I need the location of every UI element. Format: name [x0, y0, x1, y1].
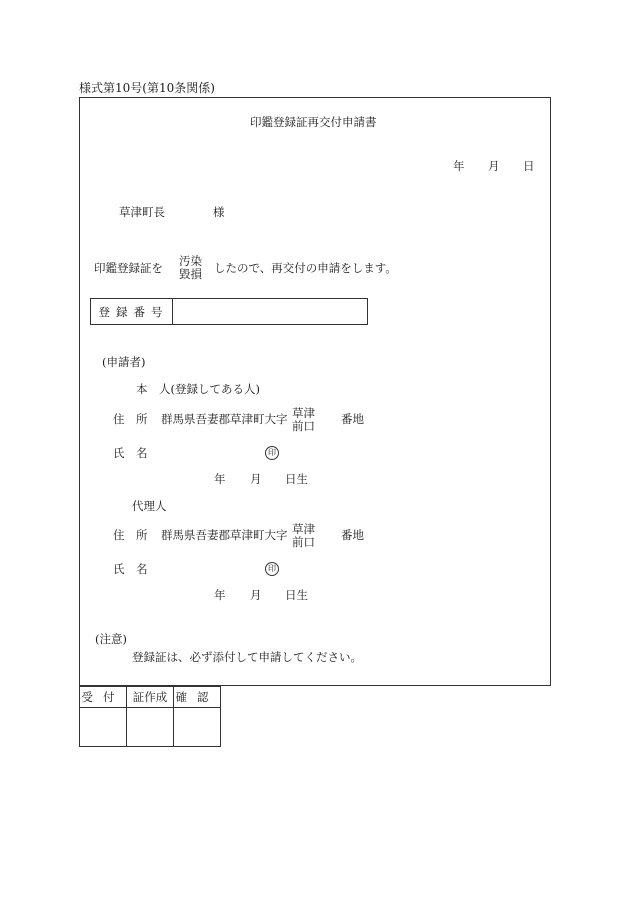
principal-heading: 本 人(登録してある人)	[136, 382, 260, 396]
agent-heading: 代理人	[132, 499, 167, 513]
principal-area-maeguchi[interactable]: 前口	[292, 419, 315, 433]
form-title: 印鑑登録証再交付申請書	[250, 115, 377, 129]
date-day-label: 日	[523, 159, 535, 173]
agent-name-label: 氏 名	[113, 562, 148, 576]
request-options[interactable]	[179, 255, 202, 281]
principal-birth-day: 日生	[285, 472, 308, 486]
request-suffix: したので、再交付の申請をします。	[214, 261, 397, 275]
principal-area-kusatsu[interactable]: 草津	[292, 406, 315, 420]
registration-number-field[interactable]	[173, 299, 367, 324]
registration-number-box	[90, 298, 368, 325]
principal-seal-icon: 印	[265, 446, 279, 460]
principal-name-label: 氏 名	[113, 446, 148, 460]
office-receipt-cell[interactable]	[80, 708, 127, 747]
agent-area-kusatsu[interactable]: 草津	[292, 522, 315, 536]
form-number-label: 様式第10号(第10条関係)	[79, 81, 215, 95]
agent-address-label: 住 所	[113, 528, 148, 542]
office-use-table	[79, 686, 221, 747]
office-certificate-header: 証作成	[127, 687, 174, 708]
agent-address-prefix: 群馬県吾妻郡草津町大字	[161, 528, 288, 542]
request-prefix: 印鑑登録証を	[94, 261, 163, 275]
office-confirm-cell[interactable]	[174, 708, 221, 747]
applicant-heading: (申請者)	[102, 355, 146, 369]
agent-address-suffix: 番地	[341, 528, 364, 542]
request-option-soiled[interactable]: 汚染	[179, 254, 202, 268]
principal-address-suffix: 番地	[341, 412, 364, 426]
office-certificate-cell[interactable]	[127, 708, 174, 747]
principal-area-options[interactable]	[292, 407, 315, 433]
agent-birth-day: 日生	[285, 588, 308, 602]
addressee-name: 草津町長	[119, 205, 165, 219]
note-text: 登録証は、必ず添付して申請してください。	[132, 650, 362, 664]
request-option-damaged[interactable]: 毀損	[179, 267, 202, 281]
agent-birth-year: 年	[214, 588, 226, 602]
registration-number-label: 登録番号	[91, 299, 173, 324]
agent-seal-icon: 印	[265, 562, 279, 576]
agent-area-maeguchi[interactable]: 前口	[292, 535, 315, 549]
addressee-honorific: 様	[213, 205, 225, 219]
note-heading: (注意)	[95, 632, 127, 646]
agent-area-options[interactable]	[292, 523, 315, 549]
date-month-label: 月	[488, 159, 500, 173]
date-year-label: 年	[453, 159, 465, 173]
principal-address-prefix: 群馬県吾妻郡草津町大字	[161, 412, 288, 426]
office-receipt-header: 受付	[80, 687, 127, 708]
principal-birth-month: 月	[250, 472, 262, 486]
principal-birth-year: 年	[214, 472, 226, 486]
principal-address-label: 住 所	[113, 412, 148, 426]
agent-birth-month: 月	[250, 588, 262, 602]
office-confirm-header: 確認	[174, 687, 221, 708]
